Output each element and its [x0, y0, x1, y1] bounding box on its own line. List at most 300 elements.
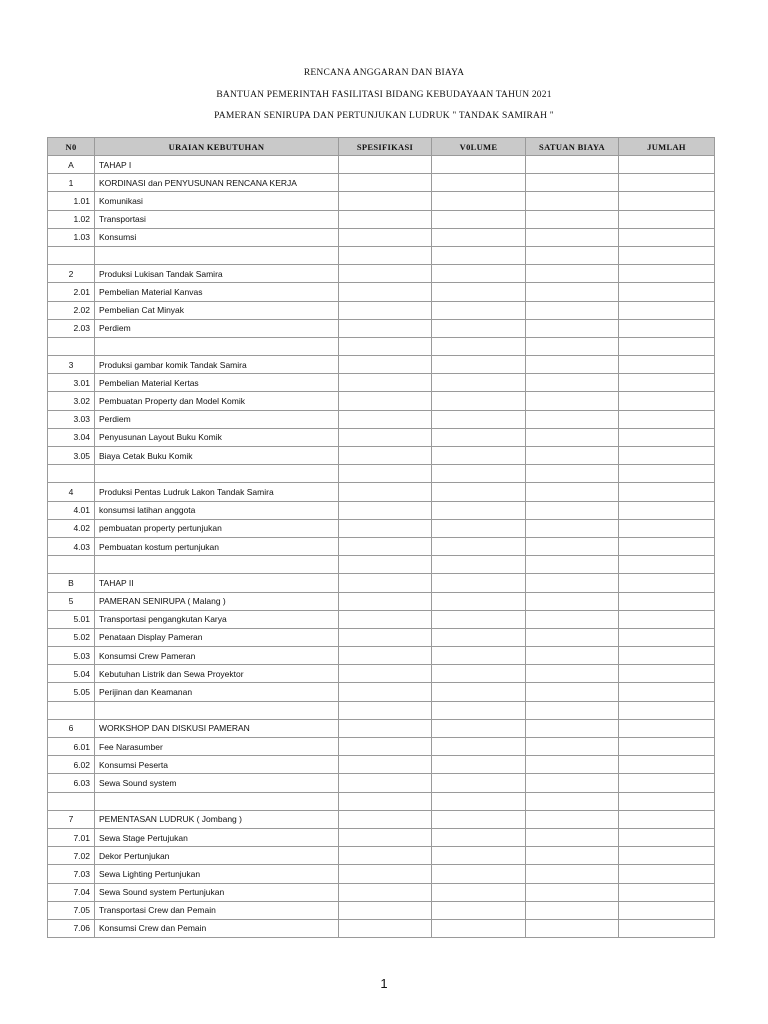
row-satuan-biaya	[526, 410, 619, 428]
row-uraian: Konsumsi Peserta	[95, 756, 339, 774]
row-uraian: Transportasi	[95, 210, 339, 228]
row-volume	[432, 847, 526, 865]
row-jumlah	[619, 301, 715, 319]
table-row	[48, 483, 715, 501]
row-volume	[432, 719, 526, 737]
row-uraian: Perdiem	[95, 410, 339, 428]
table-row	[48, 228, 715, 246]
budget-table-body	[48, 156, 715, 938]
row-spesifikasi	[339, 665, 432, 683]
title-line-3: PAMERAN SENIRUPA DAN PERTUNJUKAN LUDRUK " TANDAK SAMIRAH "	[214, 111, 554, 121]
row-volume	[432, 337, 526, 355]
row-volume	[432, 192, 526, 210]
table-row	[48, 774, 715, 792]
row-number: 3	[48, 356, 95, 374]
row-jumlah	[619, 319, 715, 337]
row-satuan-biaya	[526, 301, 619, 319]
row-volume	[432, 537, 526, 555]
row-number: 6.03	[48, 774, 95, 792]
row-jumlah	[619, 501, 715, 519]
row-jumlah	[619, 647, 715, 665]
row-number: 5.01	[48, 610, 95, 628]
row-uraian: Perijinan dan Keamanan	[95, 683, 339, 701]
row-jumlah	[619, 556, 715, 574]
table-row	[48, 719, 715, 737]
row-satuan-biaya	[526, 810, 619, 828]
row-volume	[432, 774, 526, 792]
budget-table	[47, 137, 715, 938]
row-spesifikasi	[339, 865, 432, 883]
row-spesifikasi	[339, 883, 432, 901]
row-satuan-biaya	[526, 447, 619, 465]
row-uraian: Transportasi pengangkutan Karya	[95, 610, 339, 628]
row-number: 7.01	[48, 828, 95, 846]
row-satuan-biaya	[526, 792, 619, 810]
row-volume	[432, 210, 526, 228]
row-jumlah	[619, 156, 715, 174]
row-number: 3.04	[48, 428, 95, 446]
row-uraian	[95, 701, 339, 719]
header-satuan-biaya: SATUAN BIAYA	[526, 138, 619, 156]
row-jumlah	[619, 283, 715, 301]
row-uraian: TAHAP II	[95, 574, 339, 592]
row-satuan-biaya	[526, 501, 619, 519]
row-jumlah	[619, 828, 715, 846]
row-spesifikasi	[339, 319, 432, 337]
row-satuan-biaya	[526, 865, 619, 883]
row-jumlah	[619, 392, 715, 410]
table-row	[48, 647, 715, 665]
row-spesifikasi	[339, 265, 432, 283]
row-number: 7.04	[48, 883, 95, 901]
table-row	[48, 428, 715, 446]
row-jumlah	[619, 810, 715, 828]
row-satuan-biaya	[526, 901, 619, 919]
row-uraian	[95, 337, 339, 355]
row-volume	[432, 738, 526, 756]
row-volume	[432, 556, 526, 574]
row-satuan-biaya	[526, 756, 619, 774]
table-row	[48, 556, 715, 574]
row-spesifikasi	[339, 683, 432, 701]
row-satuan-biaya	[526, 847, 619, 865]
row-jumlah	[619, 665, 715, 683]
row-spesifikasi	[339, 337, 432, 355]
table-row	[48, 519, 715, 537]
table-row	[48, 410, 715, 428]
row-spesifikasi	[339, 919, 432, 937]
row-number: 4.02	[48, 519, 95, 537]
table-row	[48, 319, 715, 337]
row-satuan-biaya	[526, 192, 619, 210]
row-jumlah	[619, 865, 715, 883]
row-satuan-biaya	[526, 428, 619, 446]
row-jumlah	[619, 537, 715, 555]
row-uraian: Komunikasi	[95, 192, 339, 210]
row-spesifikasi	[339, 428, 432, 446]
row-satuan-biaya	[526, 374, 619, 392]
row-number: 2.02	[48, 301, 95, 319]
row-number: 6.02	[48, 756, 95, 774]
row-spesifikasi	[339, 447, 432, 465]
row-volume	[432, 756, 526, 774]
row-spesifikasi	[339, 592, 432, 610]
row-satuan-biaya	[526, 592, 619, 610]
title-line-1: RENCANA ANGGARAN DAN BIAYA	[303, 68, 465, 78]
row-spesifikasi	[339, 537, 432, 555]
row-jumlah	[619, 265, 715, 283]
row-jumlah	[619, 356, 715, 374]
table-row	[48, 919, 715, 937]
table-row	[48, 738, 715, 756]
row-spesifikasi	[339, 828, 432, 846]
row-uraian: Perdiem	[95, 319, 339, 337]
row-spesifikasi	[339, 374, 432, 392]
row-volume	[432, 392, 526, 410]
row-volume	[432, 447, 526, 465]
row-volume	[432, 428, 526, 446]
row-number	[48, 701, 95, 719]
table-row	[48, 210, 715, 228]
row-uraian: Pembelian Material Kertas	[95, 374, 339, 392]
row-volume	[432, 265, 526, 283]
row-satuan-biaya	[526, 628, 619, 646]
row-jumlah	[619, 901, 715, 919]
row-uraian: PEMENTASAN LUDRUK ( Jombang )	[95, 810, 339, 828]
row-satuan-biaya	[526, 774, 619, 792]
row-number: 4.01	[48, 501, 95, 519]
row-number	[48, 337, 95, 355]
row-satuan-biaya	[526, 610, 619, 628]
row-spesifikasi	[339, 610, 432, 628]
row-uraian: Sewa Stage Pertujukan	[95, 828, 339, 846]
table-row	[48, 156, 715, 174]
row-jumlah	[619, 756, 715, 774]
row-jumlah	[619, 228, 715, 246]
header-volume: V0LUME	[432, 138, 526, 156]
row-number: 1.01	[48, 192, 95, 210]
row-satuan-biaya	[526, 337, 619, 355]
table-row	[48, 246, 715, 264]
table-row	[48, 828, 715, 846]
row-jumlah	[619, 428, 715, 446]
row-uraian: Dekor Pertunjukan	[95, 847, 339, 865]
row-number: 6.01	[48, 738, 95, 756]
row-volume	[432, 501, 526, 519]
row-spesifikasi	[339, 847, 432, 865]
row-volume	[432, 465, 526, 483]
row-number: 3.05	[48, 447, 95, 465]
row-number: 5.03	[48, 647, 95, 665]
row-satuan-biaya	[526, 483, 619, 501]
row-volume	[432, 374, 526, 392]
row-uraian: Pembelian Material Kanvas	[95, 283, 339, 301]
table-row	[48, 901, 715, 919]
table-row	[48, 465, 715, 483]
row-number: 4	[48, 483, 95, 501]
row-satuan-biaya	[526, 883, 619, 901]
table-row	[48, 683, 715, 701]
row-volume	[432, 283, 526, 301]
row-spesifikasi	[339, 701, 432, 719]
row-number: A	[48, 156, 95, 174]
row-volume	[432, 919, 526, 937]
row-number: 1.03	[48, 228, 95, 246]
row-spesifikasi	[339, 483, 432, 501]
row-jumlah	[619, 883, 715, 901]
table-row	[48, 574, 715, 592]
row-uraian: Sewa Sound system	[95, 774, 339, 792]
row-number: 7.03	[48, 865, 95, 883]
row-volume	[432, 228, 526, 246]
row-jumlah	[619, 628, 715, 646]
row-volume	[432, 483, 526, 501]
row-volume	[432, 610, 526, 628]
row-number: 3.03	[48, 410, 95, 428]
row-number: 5.04	[48, 665, 95, 683]
row-number: 3.01	[48, 374, 95, 392]
row-number: 5	[48, 592, 95, 610]
row-jumlah	[619, 847, 715, 865]
row-jumlah	[619, 192, 715, 210]
row-satuan-biaya	[526, 537, 619, 555]
row-jumlah	[619, 774, 715, 792]
row-volume	[432, 174, 526, 192]
row-number: 2	[48, 265, 95, 283]
row-number: 7.05	[48, 901, 95, 919]
row-spesifikasi	[339, 246, 432, 264]
table-row	[48, 501, 715, 519]
row-spesifikasi	[339, 628, 432, 646]
row-spesifikasi	[339, 774, 432, 792]
row-uraian: Konsumsi Crew Pameran	[95, 647, 339, 665]
row-uraian: Kebutuhan Listrik dan Sewa Proyektor	[95, 665, 339, 683]
table-header-row	[48, 138, 715, 156]
row-satuan-biaya	[526, 647, 619, 665]
table-row	[48, 374, 715, 392]
header-no: N0	[48, 138, 95, 156]
row-spesifikasi	[339, 301, 432, 319]
row-satuan-biaya	[526, 665, 619, 683]
header-spesifikasi: SPESIFIKASI	[339, 138, 432, 156]
row-uraian: Penyusunan Layout Buku Komik	[95, 428, 339, 446]
row-number: 7	[48, 810, 95, 828]
row-satuan-biaya	[526, 283, 619, 301]
row-uraian	[95, 246, 339, 264]
row-jumlah	[619, 592, 715, 610]
row-spesifikasi	[339, 556, 432, 574]
table-row	[48, 610, 715, 628]
row-satuan-biaya	[526, 156, 619, 174]
table-row	[48, 883, 715, 901]
page-number: 1	[380, 976, 388, 991]
table-row	[48, 537, 715, 555]
row-volume	[432, 647, 526, 665]
table-row	[48, 392, 715, 410]
row-satuan-biaya	[526, 701, 619, 719]
row-jumlah	[619, 919, 715, 937]
row-uraian: WORKSHOP DAN DISKUSI PAMERAN	[95, 719, 339, 737]
row-number: 7.06	[48, 919, 95, 937]
table-row	[48, 592, 715, 610]
row-uraian: Pembuatan kostum pertunjukan	[95, 537, 339, 555]
row-uraian: PAMERAN SENIRUPA ( Malang )	[95, 592, 339, 610]
header-uraian: URAIAN KEBUTUHAN	[95, 138, 339, 156]
row-uraian: TAHAP I	[95, 156, 339, 174]
row-spesifikasi	[339, 738, 432, 756]
row-number: 7.02	[48, 847, 95, 865]
row-number: 5.05	[48, 683, 95, 701]
row-spesifikasi	[339, 228, 432, 246]
row-satuan-biaya	[526, 919, 619, 937]
row-uraian: Pembuatan Property dan Model Komik	[95, 392, 339, 410]
row-uraian	[95, 556, 339, 574]
row-spesifikasi	[339, 192, 432, 210]
table-row	[48, 192, 715, 210]
row-number: 5.02	[48, 628, 95, 646]
row-uraian	[95, 792, 339, 810]
row-spesifikasi	[339, 810, 432, 828]
header-jumlah: JUMLAH	[619, 138, 715, 156]
title-line-2: BANTUAN PEMERINTAH FASILITASI BIDANG KEBUDAYAAN TAHUN 2021	[216, 89, 552, 100]
row-volume	[432, 828, 526, 846]
table-row	[48, 337, 715, 355]
row-satuan-biaya	[526, 519, 619, 537]
row-satuan-biaya	[526, 738, 619, 756]
row-number: 4.03	[48, 537, 95, 555]
table-row	[48, 283, 715, 301]
table-row	[48, 701, 715, 719]
row-volume	[432, 519, 526, 537]
row-satuan-biaya	[526, 828, 619, 846]
row-number	[48, 792, 95, 810]
row-spesifikasi	[339, 719, 432, 737]
row-jumlah	[619, 483, 715, 501]
row-number: 1.02	[48, 210, 95, 228]
row-uraian: Sewa Lighting Pertunjukan	[95, 865, 339, 883]
table-row	[48, 847, 715, 865]
row-uraian: Pembelian Cat Minyak	[95, 301, 339, 319]
row-spesifikasi	[339, 501, 432, 519]
row-spesifikasi	[339, 156, 432, 174]
row-number	[48, 556, 95, 574]
row-number: B	[48, 574, 95, 592]
row-uraian: Konsumsi Crew dan Pemain	[95, 919, 339, 937]
row-jumlah	[619, 210, 715, 228]
table-row	[48, 265, 715, 283]
row-jumlah	[619, 337, 715, 355]
table-row	[48, 174, 715, 192]
table-row	[48, 756, 715, 774]
row-spesifikasi	[339, 356, 432, 374]
row-spesifikasi	[339, 392, 432, 410]
row-number: 3.02	[48, 392, 95, 410]
row-number: 6	[48, 719, 95, 737]
row-jumlah	[619, 701, 715, 719]
row-satuan-biaya	[526, 246, 619, 264]
row-jumlah	[619, 174, 715, 192]
row-volume	[432, 810, 526, 828]
row-spesifikasi	[339, 756, 432, 774]
row-spesifikasi	[339, 283, 432, 301]
row-spesifikasi	[339, 792, 432, 810]
table-row	[48, 792, 715, 810]
row-uraian: Sewa Sound system Pertunjukan	[95, 883, 339, 901]
row-volume	[432, 156, 526, 174]
row-number: 2.03	[48, 319, 95, 337]
row-volume	[432, 683, 526, 701]
row-volume	[432, 883, 526, 901]
row-satuan-biaya	[526, 683, 619, 701]
row-spesifikasi	[339, 574, 432, 592]
row-number	[48, 465, 95, 483]
row-satuan-biaya	[526, 574, 619, 592]
row-uraian: Transportasi Crew dan Pemain	[95, 901, 339, 919]
row-number: 2.01	[48, 283, 95, 301]
table-row	[48, 865, 715, 883]
row-volume	[432, 246, 526, 264]
row-volume	[432, 410, 526, 428]
row-jumlah	[619, 374, 715, 392]
table-row	[48, 628, 715, 646]
row-jumlah	[619, 574, 715, 592]
row-volume	[432, 701, 526, 719]
row-jumlah	[619, 792, 715, 810]
row-uraian: Produksi gambar komik Tandak Samira	[95, 356, 339, 374]
row-spesifikasi	[339, 174, 432, 192]
row-volume	[432, 792, 526, 810]
row-jumlah	[619, 246, 715, 264]
row-volume	[432, 665, 526, 683]
row-satuan-biaya	[526, 719, 619, 737]
row-satuan-biaya	[526, 319, 619, 337]
row-uraian: pembuatan property pertunjukan	[95, 519, 339, 537]
row-jumlah	[619, 465, 715, 483]
row-satuan-biaya	[526, 556, 619, 574]
row-jumlah	[619, 519, 715, 537]
row-volume	[432, 901, 526, 919]
row-volume	[432, 574, 526, 592]
row-spesifikasi	[339, 465, 432, 483]
row-volume	[432, 356, 526, 374]
row-jumlah	[619, 738, 715, 756]
row-satuan-biaya	[526, 228, 619, 246]
row-uraian: Biaya Cetak Buku Komik	[95, 447, 339, 465]
row-uraian: Produksi Lukisan Tandak Samira	[95, 265, 339, 283]
row-jumlah	[619, 610, 715, 628]
row-volume	[432, 301, 526, 319]
row-spesifikasi	[339, 410, 432, 428]
row-satuan-biaya	[526, 210, 619, 228]
table-row	[48, 810, 715, 828]
row-spesifikasi	[339, 901, 432, 919]
row-volume	[432, 592, 526, 610]
row-jumlah	[619, 719, 715, 737]
row-uraian	[95, 465, 339, 483]
row-volume	[432, 628, 526, 646]
row-uraian: KORDINASI dan PENYUSUNAN RENCANA KERJA	[95, 174, 339, 192]
row-uraian: Produksi Pentas Ludruk Lakon Tandak Samira	[95, 483, 339, 501]
row-uraian: Fee Narasumber	[95, 738, 339, 756]
row-jumlah	[619, 410, 715, 428]
table-row	[48, 301, 715, 319]
row-satuan-biaya	[526, 465, 619, 483]
table-row	[48, 447, 715, 465]
row-number	[48, 246, 95, 264]
row-satuan-biaya	[526, 356, 619, 374]
document-titles	[0, 66, 768, 131]
row-uraian: Konsumsi	[95, 228, 339, 246]
